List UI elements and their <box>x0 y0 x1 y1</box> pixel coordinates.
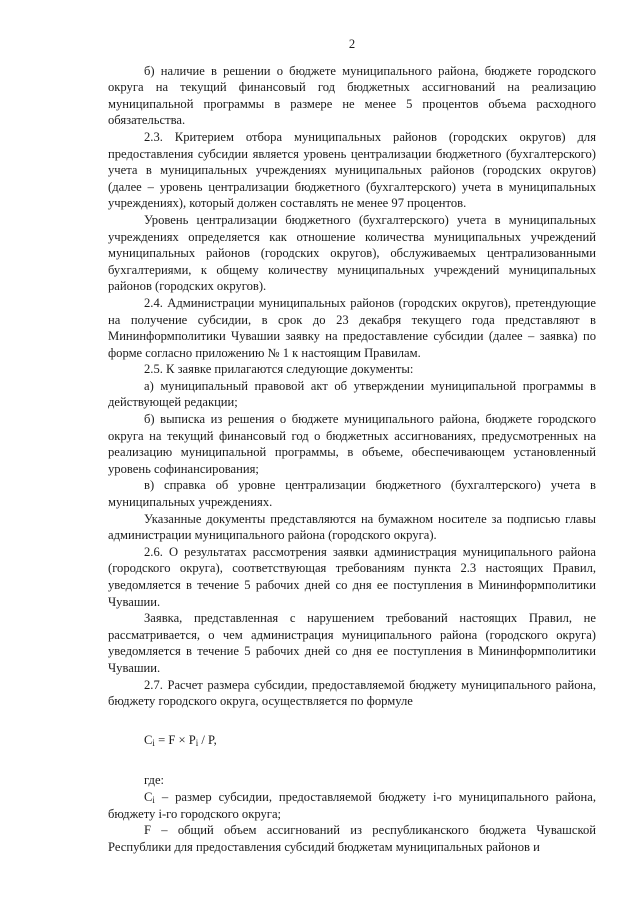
formula-c-sub: i <box>152 737 155 748</box>
paragraph-2-5-documents: 2.5. К заявке прилагаются следующие документы: <box>144 362 414 377</box>
formula-p-sub: i <box>195 737 199 748</box>
paragraph-2-6-results: 2.6. О результатах рассмотрения заявки администрация муниципального района (городского округа), соответствующая требованиям пункта 2.3 настоящих Правил, уведомляется в течение 5 рабочих дней со дня ее поступления в Мининформполитики Чувашии. <box>108 544 596 609</box>
paragraph-documents-submission: Указанные документы представляются на бумажном носителе за подписью главы администрации муниципального района (городского округа). <box>108 511 596 543</box>
paragraph-2-7-calculation: 2.7. Расчет размера субсидии, предоставляемой бюджету муниципального района, бюджету городского округа, осуществляется по формуле <box>108 677 596 709</box>
formula-c: C <box>144 732 153 747</box>
paragraph-rejected-application: Заявка, представленная с нарушением требований настоящих Правил, не рассматривается, о чем администрация муниципального района (городского округа) уведомляется в течение 5 рабочих дней со дня ее поступления в Мининформполитики Чувашии. <box>108 611 596 675</box>
paragraph-where: где: <box>144 773 165 788</box>
paragraph-2-5-a: а) муниципальный правовой акт об утверждении муниципальной программы в действующей редакции; <box>108 378 596 410</box>
paragraph-2-5-b: б) выписка из решения о бюджете муниципального района, бюджете городского округа на текущий финансовый год о бюджетных ассигнованиях, предусмотренных на реализацию муниципальной программы, в объеме, обеспечивающем установленный уровень софинансирования; <box>108 412 596 476</box>
paragraph-budget-decision: б) наличие в решении о бюджете муниципального района, бюджете городского округа на текущий финансовый год бюджетных ассигнований на реализацию муниципальной программы в размере не менее 5 процентов объема расходного обязательства. <box>108 63 596 128</box>
page-number: 2 <box>348 37 356 51</box>
paragraph-2-3-criterion: 2.3. Критерием отбора муниципальных районов (городских округов) для предоставления субсидии является уровень централизации бюджетного (бухгалтерского) учета в муниципальных учреждениях муниципальных районов (городских округов) (далее – уровень централизации бюджетного (бухгалтерского) учета в муниципальных учреждениях), который должен составлять не менее 97 процентов. <box>108 129 596 211</box>
paragraph-2-4-application: 2.4. Администрации муниципальных районов (городских округов), претендующие на получение субсидии, в срок до 23 декабря текущего года представляют в Мининформполитики Чувашии заявку на предоставление субсидии (далее – заявка) по форме согласно приложению № 1 к настоящим Правилам. <box>108 295 596 360</box>
paragraph-f-definition: F – общий объем ассигнований из республиканского бюджета Чувашской Республики для предоставления субсидий бюджетам муниципальных районов и <box>108 823 596 854</box>
document-page <box>108 36 596 855</box>
paragraph-2-5-c: в) справка об уровне централизации бюджетного (бухгалтерского) учета в муниципальных учреждениях. <box>108 478 596 510</box>
ci-text: – размер субсидии, предоставляемой бюджету i-го муниципального района, бюджету i-го городского округа; <box>108 789 596 821</box>
formula-end: / P, <box>198 732 217 747</box>
subsidy-formula <box>144 732 596 749</box>
ci-sub: i <box>152 794 155 805</box>
ci-symbol: C <box>144 789 153 804</box>
paragraph-ci-definition <box>108 789 596 822</box>
formula-middle: = F × P <box>154 732 196 747</box>
paragraph-centralization-level: Уровень централизации бюджетного (бухгалтерского) учета в муниципальных учреждениях определяется как отношение количества муниципальных учреждений муниципальных районов (городских округов), обслуживаемых централизованными бухгалтериями, к общему количеству муниципальных учреждений муниципальных районов (городских округов). <box>108 212 596 294</box>
